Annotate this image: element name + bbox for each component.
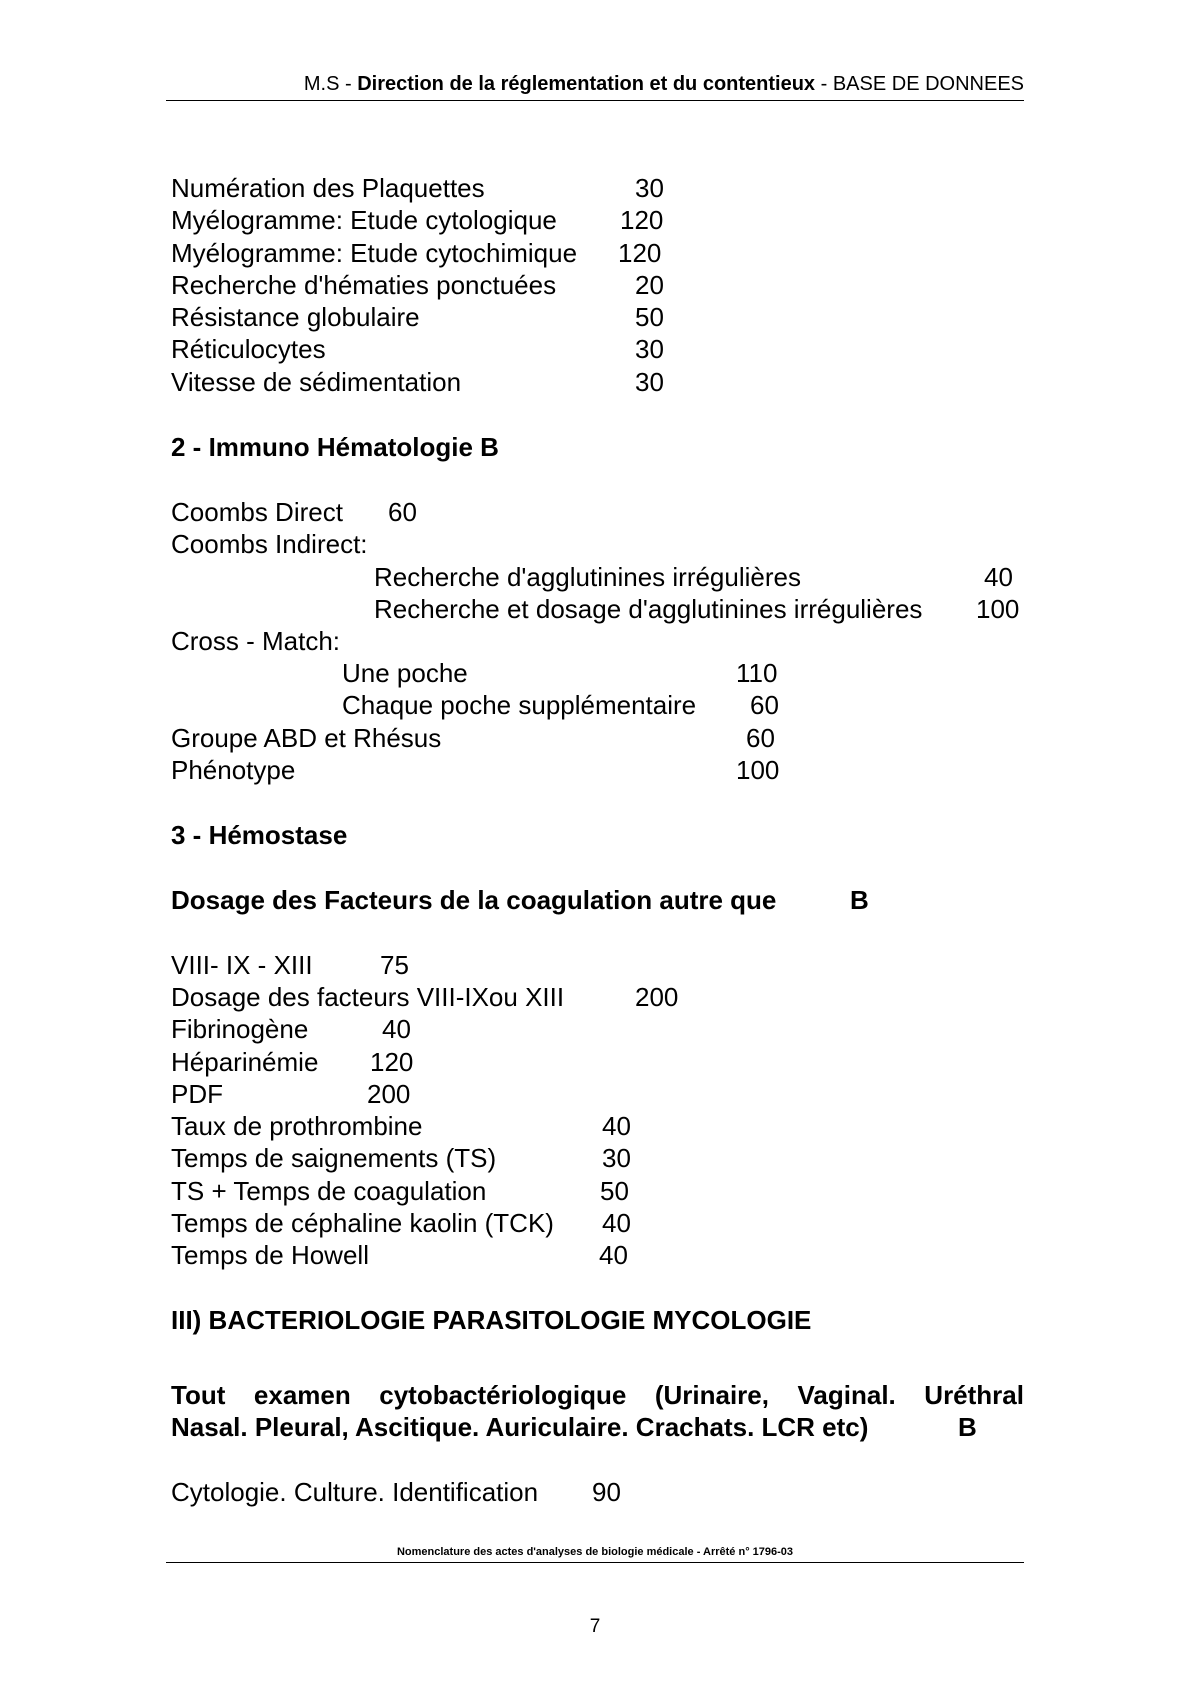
item-value: 200 (367, 1079, 411, 1109)
item-value: 30 (635, 173, 664, 203)
sub-item-value: 60 (750, 690, 779, 720)
item-label: Héparinémie (171, 1047, 319, 1077)
header-rule (166, 100, 1024, 101)
item-label: Temps de céphaline kaolin (TCK) (171, 1208, 554, 1238)
page-number: 7 (589, 1616, 601, 1637)
sub-item-value: 40 (984, 562, 1013, 592)
coombs-indirect-label: Coombs Indirect: (171, 529, 368, 559)
item-label: Temps de Howell (171, 1240, 369, 1270)
item-value: 90 (592, 1477, 621, 1507)
bacterio-paragraph-line1: Tout examen cytobactériologique (Urinaire, Vaginal. Uréthral (171, 1380, 1024, 1410)
phenotype-value: 100 (736, 755, 780, 785)
item-value: 40 (382, 1014, 411, 1044)
bacterio-paragraph-letter: B (958, 1412, 977, 1442)
footer-rule (166, 1562, 1024, 1563)
section-heading-bacterio: III) BACTERIOLOGIE PARASITOLOGIE MYCOLOGIE (171, 1305, 812, 1335)
coombs-direct-value: 60 (388, 497, 417, 527)
item-label: Résistance globulaire (171, 302, 420, 332)
phenotype-label: Phénotype (171, 755, 296, 785)
item-label: Dosage des facteurs VIII-IXou XIII (171, 982, 565, 1012)
section-heading-immuno: 2 - Immuno Hématologie B (171, 432, 499, 462)
sub-item-value: 100 (976, 594, 1020, 624)
item-value: 30 (635, 367, 664, 397)
sub-item-label: Chaque poche supplémentaire (342, 690, 697, 720)
groupe-value: 60 (746, 723, 775, 753)
item-value: 40 (602, 1111, 631, 1141)
item-label: PDF (171, 1079, 223, 1109)
item-label: Recherche d'hématies ponctuées (171, 270, 557, 300)
item-value: 50 (600, 1176, 629, 1206)
item-label: Réticulocytes (171, 334, 326, 364)
sub-item-label: Recherche d'agglutinines irrégulières (374, 562, 801, 592)
subheading-letter: B (850, 885, 869, 915)
item-value: 40 (602, 1208, 631, 1238)
item-label: Fibrinogène (171, 1014, 309, 1044)
item-value: 120 (620, 205, 664, 235)
item-label: Myélogramme: Etude cytochimique (171, 238, 578, 268)
sub-item-value: 110 (736, 658, 778, 688)
coombs-direct-label: Coombs Direct (171, 497, 343, 527)
item-value: 40 (599, 1240, 628, 1270)
page-footer: Nomenclature des actes d'analyses de biologie médicale - Arrêté n° 1796-03 (396, 1546, 794, 1558)
subheading-coagulation: Dosage des Facteurs de la coagulation autre que (171, 885, 777, 915)
header-title: Direction de la réglementation et du contentieux (357, 73, 816, 95)
item-label: VIII- IX - XIII (171, 950, 313, 980)
item-value: 120 (370, 1047, 414, 1077)
item-value: 20 (635, 270, 664, 300)
item-value: 30 (602, 1143, 631, 1173)
item-label: Taux de prothrombine (171, 1111, 423, 1141)
page-header (166, 72, 1024, 96)
sub-item-label: Recherche et dosage d'agglutinines irrégulières (374, 594, 923, 624)
header-prefix: M.S - (303, 73, 358, 95)
item-value: 75 (380, 950, 409, 980)
section-heading-hemostase: 3 - Hémostase (171, 820, 348, 850)
item-label: Numération des Plaquettes (171, 173, 485, 203)
item-label: Myélogramme: Etude cytologique (171, 205, 557, 235)
cross-match-label: Cross - Match: (171, 626, 341, 656)
groupe-label: Groupe ABD et Rhésus (171, 723, 442, 753)
item-value: 30 (635, 334, 664, 364)
bacterio-paragraph-line2: Nasal. Pleural, Ascitique. Auriculaire. Crachats. LCR etc) (171, 1412, 869, 1442)
item-label: Cytologie. Culture. Identification (171, 1477, 539, 1507)
item-value: 200 (635, 982, 679, 1012)
header-suffix: - BASE DE DONNEES (815, 73, 1024, 95)
item-label: TS + Temps de coagulation (171, 1176, 487, 1206)
item-value: 50 (635, 302, 664, 332)
sub-item-label: Une poche (342, 658, 468, 688)
item-label: Temps de saignements (TS) (171, 1143, 497, 1173)
item-value: 120 (618, 238, 662, 268)
item-label: Vitesse de sédimentation (171, 367, 462, 397)
